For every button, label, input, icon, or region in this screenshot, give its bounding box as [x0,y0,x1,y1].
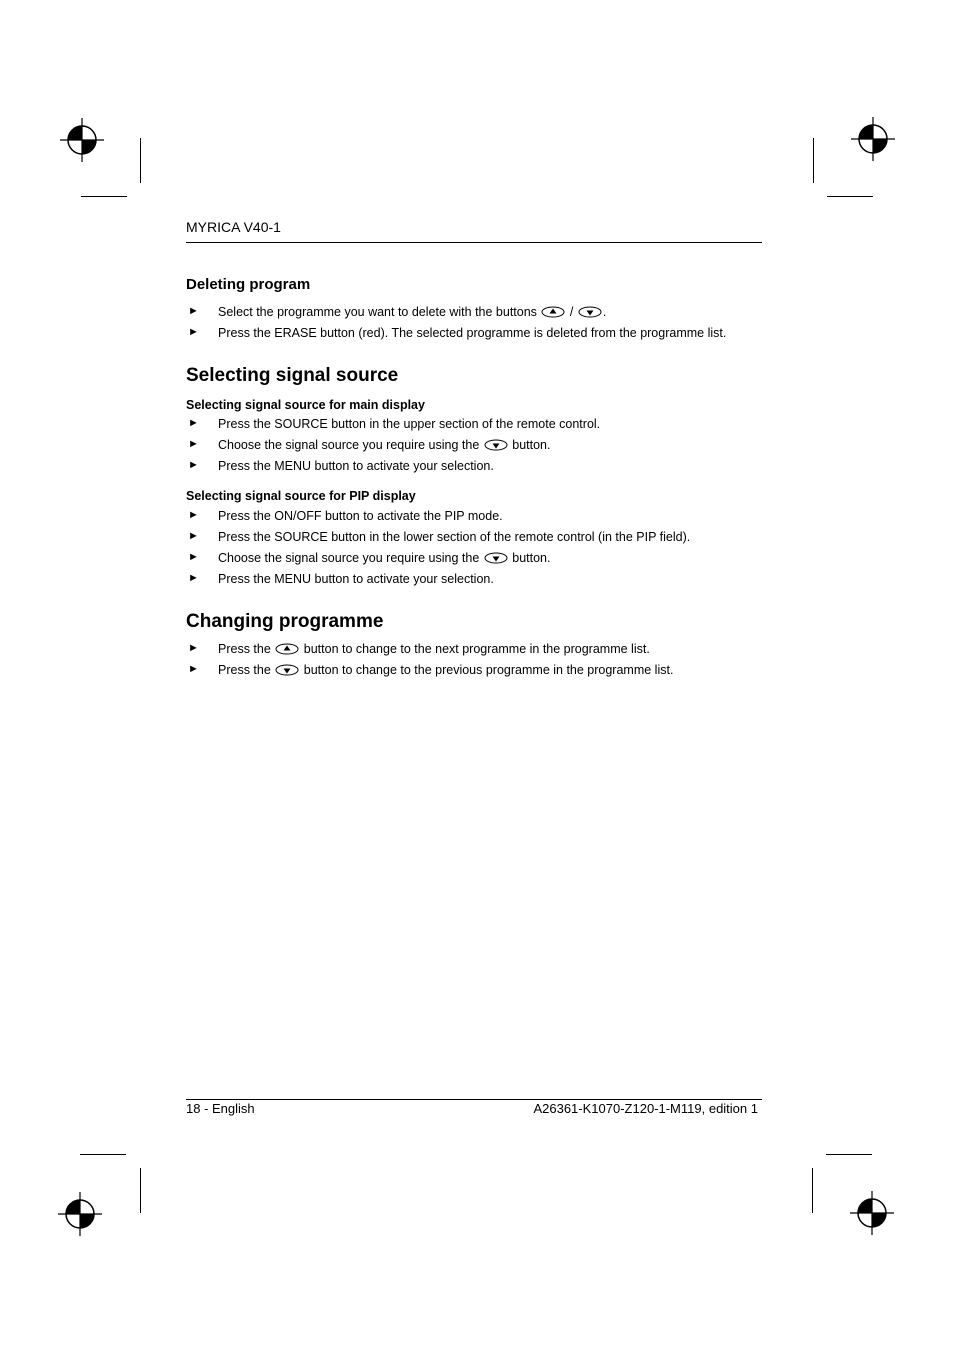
step-text: Press the ERASE button (red). The selected programme is deleted from the programme list. [218,326,727,340]
step-text: Press the MENU button to activate your selection. [218,572,494,586]
document-title: MYRICA V40-1 [186,219,281,235]
bullet-arrow-icon: ► [188,438,199,450]
registration-mark-top-left [60,118,104,162]
step-text: Choose the signal source you require using the button. [218,551,551,565]
bullet-arrow-icon: ► [188,642,199,654]
list-item [186,663,762,681]
crop-mark [81,196,127,197]
step-text: Press the MENU button to activate your selection. [218,459,494,473]
step-text: Press the button to change to the next programme in the programme list. [218,642,650,656]
step-text: Press the SOURCE button in the lower section of the remote control (in the PIP field). [218,530,691,544]
bullet-arrow-icon: ► [188,530,199,542]
down-arrow-button-icon [484,439,508,451]
list-item [186,509,762,527]
page-number: 18 - English [186,1101,255,1116]
document-id: A26361-K1070-Z120-1-M119, edition 1 [533,1101,758,1116]
list-item [186,326,762,344]
list-item [186,551,762,569]
list-item [186,642,762,660]
bullet-arrow-icon: ► [188,326,199,338]
crop-mark [140,1168,141,1213]
crop-mark [826,1154,872,1155]
crop-mark [813,138,814,183]
bullet-arrow-icon: ► [188,663,199,675]
list-item [186,572,762,590]
section-heading-deleting-program: Deleting program [186,276,311,293]
up-arrow-button-icon [541,306,565,318]
up-arrow-button-icon [275,643,299,655]
step-text: Press the SOURCE button in the upper section of the remote control. [218,417,601,431]
subheading-main-display: Selecting signal source for main display [186,398,425,412]
list-item [186,530,762,548]
section-heading-selecting-signal-source: Selecting signal source [186,365,399,386]
step-text: Press the ON/OFF button to activate the PIP mode. [218,509,503,523]
registration-mark-bottom-left [58,1192,102,1236]
step-text: Press the button to change to the previous programme in the programme list. [218,663,674,677]
list-item [186,417,762,435]
crop-mark [80,1154,126,1155]
bullet-arrow-icon: ► [188,572,199,584]
step-text: Select the programme you want to delete with the buttons / . [218,305,607,319]
list-item [186,459,762,477]
header-rule [186,242,762,243]
section-heading-changing-programme: Changing programme [186,611,384,632]
bullet-arrow-icon: ► [188,551,199,563]
list-item [186,305,762,323]
down-arrow-button-icon [275,664,299,676]
footer-rule [186,1099,762,1100]
bullet-arrow-icon: ► [188,459,199,471]
crop-mark [140,138,141,183]
down-arrow-button-icon [484,552,508,564]
list-item [186,438,762,456]
bullet-arrow-icon: ► [188,509,199,521]
crop-mark [812,1168,813,1213]
step-text: Choose the signal source you require using the button. [218,438,551,452]
down-arrow-button-icon [578,306,602,318]
registration-mark-bottom-right [850,1191,894,1235]
subheading-pip-display: Selecting signal source for PIP display [186,489,416,503]
crop-mark [827,196,873,197]
registration-mark-top-right [851,117,895,161]
bullet-arrow-icon: ► [188,417,199,429]
bullet-arrow-icon: ► [188,305,199,317]
